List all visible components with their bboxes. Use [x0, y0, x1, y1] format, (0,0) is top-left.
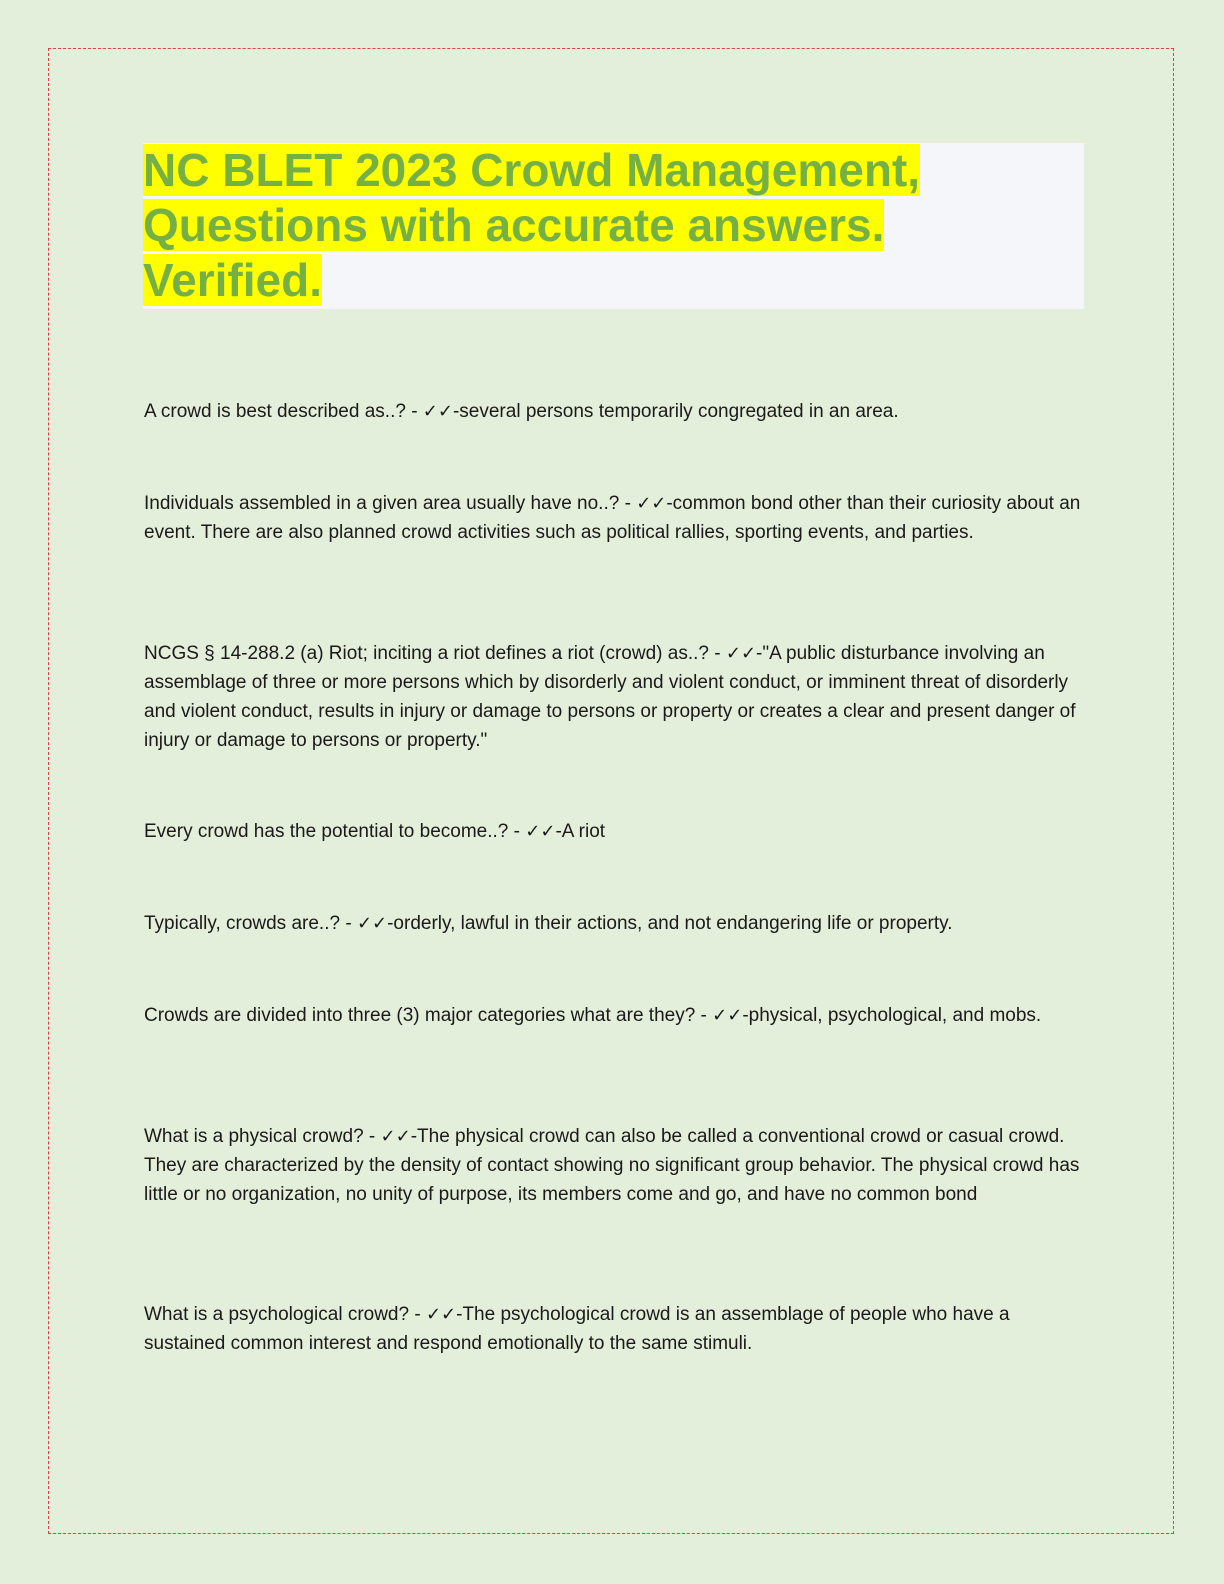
- qa-question: A crowd is best described as..? -: [144, 401, 423, 422]
- check-mark-icon: ✓✓: [356, 913, 388, 934]
- qa-item-1: [144, 397, 1084, 426]
- qa-answer: -"A public disturbance involving an assemblage of three or more persons which by disorderly and violent conduct, or imminent threat of disorderly and violent conduct, results in injury or damage to persons or property or creates a clear and present danger of injury or damage to persons or property.": [144, 643, 1076, 751]
- qa-answer: -A riot: [555, 821, 606, 842]
- qa-item-8: [144, 1300, 1084, 1358]
- title-line-2: Questions with accurate answers.: [143, 199, 885, 251]
- qa-answer: -orderly, lawful in their actions, and not endangering life or property.: [387, 913, 953, 934]
- qa-answer: -physical, psychological, and mobs.: [742, 1005, 1042, 1026]
- qa-item-7: [144, 1122, 1084, 1209]
- check-mark-icon: ✓✓: [422, 401, 453, 422]
- qa-item-6: [144, 1001, 1084, 1030]
- qa-item-2: [144, 489, 1084, 547]
- title-line-3: Verified.: [143, 254, 322, 306]
- qa-answer: -The psychological crowd is an assemblage of people who have a sustained common interest and respond emotionally to the same stimuli.: [144, 1304, 1010, 1354]
- qa-question: NCGS § 14-288.2 (a) Riot; inciting a riot defines a riot (crowd) as..? -: [144, 643, 726, 664]
- qa-question: Typically, crowds are..? -: [144, 913, 357, 934]
- qa-question: Individuals assembled in a given area usually have no..? -: [144, 493, 637, 514]
- qa-answer: -several persons temporarily congregated in an area.: [452, 401, 899, 422]
- qa-item-4: [144, 817, 1084, 846]
- qa-answer: -The physical crowd can also be called a conventional crowd or casual crowd. They are characterized by the density of contact showing no significant group behavior. The physical crowd has little or no organization, no unity of purpose, its members come and go, and have no common bond: [144, 1126, 1080, 1205]
- check-mark-icon: ✓✓: [725, 643, 757, 664]
- check-mark-icon: ✓✓: [525, 821, 556, 842]
- qa-question: Crowds are divided into three (3) major categories what are they? -: [144, 1005, 713, 1026]
- qa-question: Every crowd has the potential to become..? -: [144, 821, 526, 842]
- qa-question: What is a physical crowd? -: [144, 1126, 381, 1147]
- title-line-1: NC BLET 2023 Crowd Management,: [143, 144, 921, 196]
- check-mark-icon: ✓✓: [380, 1126, 411, 1147]
- title-block: [143, 143, 1084, 309]
- qa-item-3: [144, 639, 1084, 755]
- qa-question: What is a psychological crowd? -: [144, 1304, 426, 1325]
- document-title: [143, 143, 1084, 308]
- check-mark-icon: ✓✓: [712, 1005, 743, 1026]
- qa-item-5: [144, 909, 1084, 938]
- check-mark-icon: ✓✓: [425, 1304, 457, 1325]
- check-mark-icon: ✓✓: [636, 493, 667, 514]
- qa-answer: -common bond other than their curiosity about an event. There are also planned crowd activities such as political rallies, sporting events, and parties.: [144, 493, 1081, 543]
